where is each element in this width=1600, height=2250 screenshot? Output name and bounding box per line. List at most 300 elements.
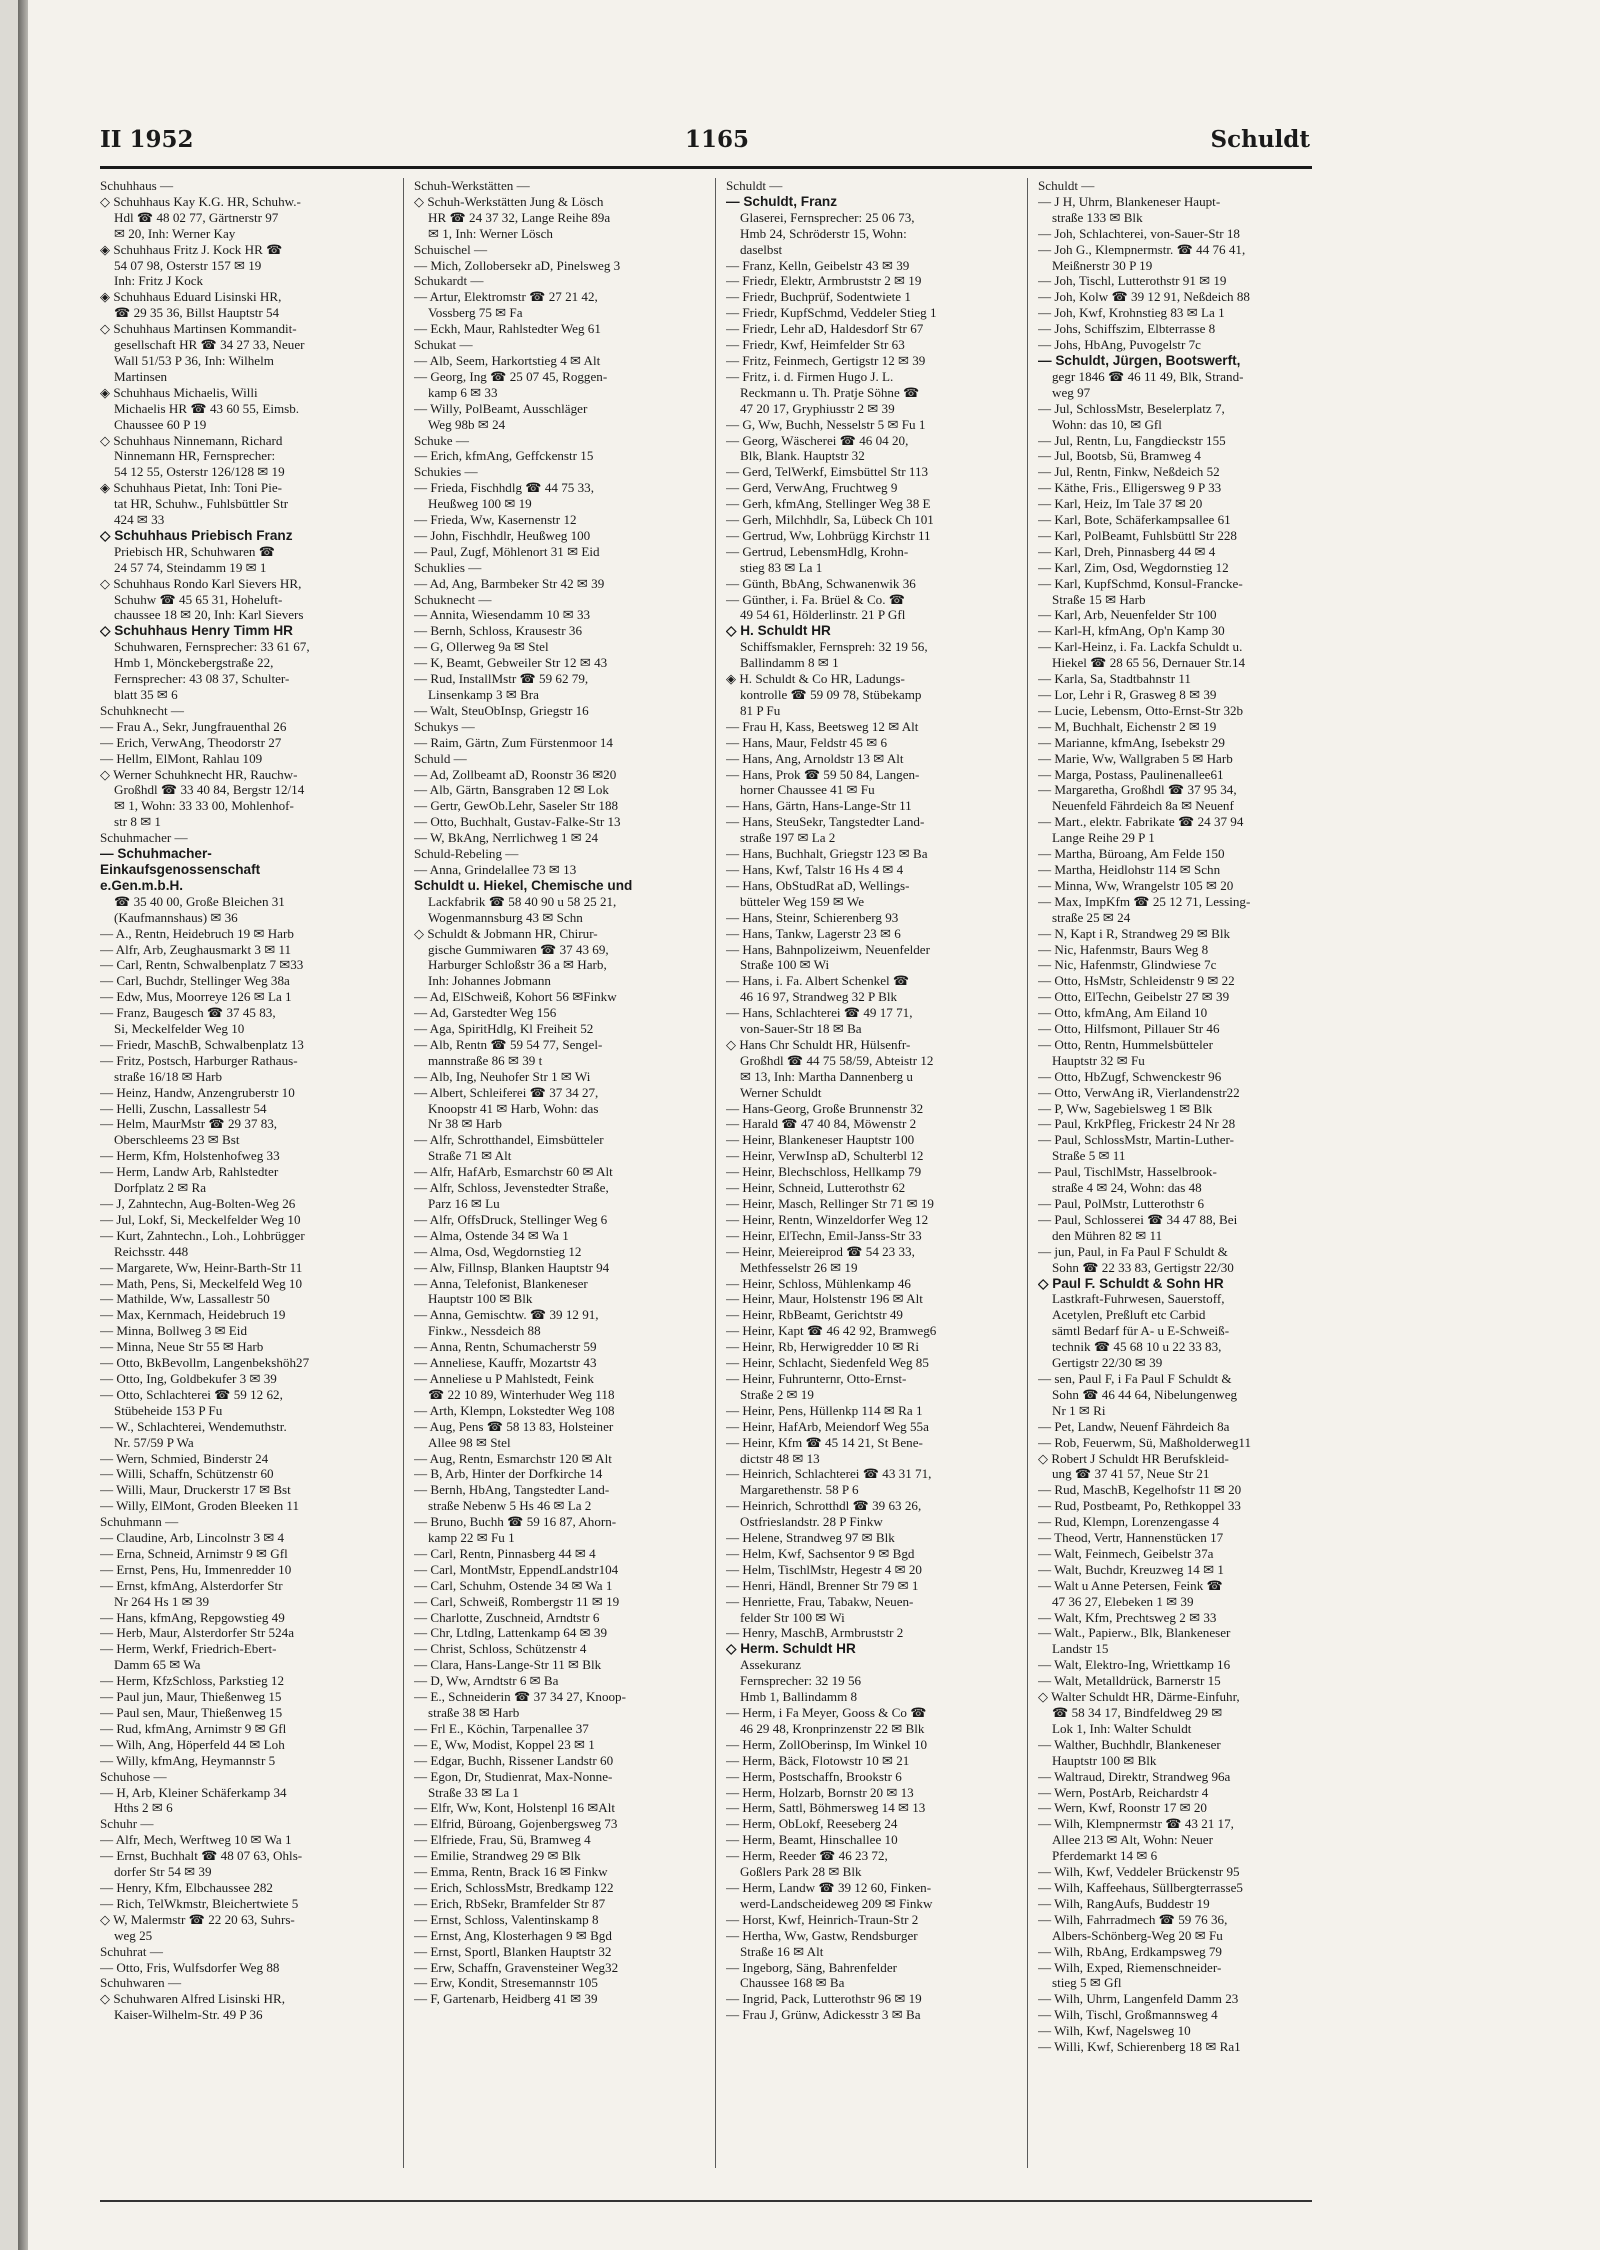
directory-entry: — Heinrich, Schlachterei ☎ 43 31 71, (726, 1466, 932, 1482)
firm-entry: ◇ Paul F. Schuldt & Sohn HR (1038, 1275, 1224, 1291)
directory-entry: — Wilh, Kwf, Veddeler Brückenstr 95 (1038, 1864, 1240, 1880)
directory-entry: — Math, Pens, Si, Meckelfeld Weg 10 (100, 1275, 302, 1291)
surname-heading: Schuh-Werkstätten — (414, 178, 530, 193)
directory-entry: Wohn: das 10, ✉ Gfl (1052, 416, 1162, 432)
directory-entry: ☎ 58 34 17, Bindfeldweg 29 ✉ (1052, 1705, 1223, 1720)
directory-entry: — Marie, Ww, Wallgraben 5 ✉ Harb (1038, 750, 1233, 766)
directory-entry: — Christ, Schloss, Schützenstr 4 (414, 1641, 587, 1657)
directory-entry: Straße 100 ✉ Wi (740, 957, 830, 973)
directory-entry: — Heinr, Schloss, Mühlenkamp 46 (726, 1275, 911, 1291)
directory-entry: ◇ Schuldt & Jobmann HR, Chirur- (414, 925, 598, 941)
directory-entry: — Heinr, Blankeneser Hauptstr 100 (726, 1132, 915, 1148)
directory-entry: — Heinr, HafArb, Meiendorf Weg 55a (726, 1418, 929, 1434)
directory-entry: — Alma, Ostende 34 ✉ Wa 1 (414, 1227, 569, 1243)
directory-entry: — Wilh, Kaffeehaus, Süllbergterrasse5 (1038, 1879, 1243, 1895)
directory-entry: — sen, Paul F, i Fa Paul F Schuldt & (1038, 1370, 1232, 1386)
directory-entry: kontrolle ☎ 59 09 78, Stübekamp (740, 687, 922, 702)
directory-entry: Chaussee 168 ✉ Ba (740, 1975, 845, 1991)
directory-entry: Vossberg 75 ✉ Fa (428, 305, 523, 321)
surname-heading: Schuld — (414, 750, 467, 766)
directory-entry: — Eckh, Maur, Rahlstedter Weg 61 (414, 321, 601, 337)
directory-entry: — Paul, Zugf, Möhlenort 31 ✉ Eid (414, 543, 600, 559)
directory-entry: stieg 83 ✉ La 1 (740, 559, 823, 575)
volume-year: II 1952 (100, 126, 194, 153)
directory-entry: — Walt, Elektro-Ing, Wriettkamp 16 (1038, 1657, 1231, 1673)
firm-entry: e.Gen.m.b.H. (100, 877, 184, 893)
directory-entry: kamp 22 ✉ Fu 1 (428, 1530, 515, 1546)
directory-entry: — Frau H, Kass, Beetsweg 12 ✉ Alt (726, 718, 919, 734)
directory-entry: — Frl E., Köchin, Tarpenallee 37 (414, 1720, 589, 1736)
directory-entry: — Carl, Rentn, Schwalbenplatz 7 ✉33 (100, 957, 304, 973)
directory-entry: Linsenkamp 3 ✉ Bra (428, 687, 539, 702)
directory-entry: — Herm, Beamt, Hinschallee 10 (726, 1832, 898, 1848)
directory-entry: — Erw, Kondit, Stresemannstr 105 (414, 1975, 598, 1991)
directory-entry: — Hans, Prok ☎ 59 50 84, Langen- (726, 766, 920, 782)
directory-entry: — Paul, Schlosserei ☎ 34 47 88, Bei (1038, 1211, 1238, 1227)
directory-entry: — Johs, Schiffszim, Elbterrasse 8 (1038, 321, 1216, 337)
directory-entry: — Carl, Rentn, Pinnasberg 44 ✉ 4 (414, 1545, 596, 1561)
directory-entry: — Wern, Kwf, Roonstr 17 ✉ 20 (1038, 1800, 1207, 1816)
directory-entry: Straße 5 ✉ 11 (1052, 1148, 1126, 1164)
directory-entry: straße 25 ✉ 24 (1052, 909, 1131, 925)
directory-entry: — Heinr, Pens, Hüllenkp 114 ✉ Ra 1 (726, 1402, 923, 1418)
directory-entry: — Hans, Buchhalt, Griegstr 123 ✉ Ba (726, 846, 928, 862)
directory-entry: — Ernst, Pens, Hu, Immenredder 10 (100, 1561, 292, 1577)
directory-entry: — Hans, Gärtn, Hans-Lange-Str 11 (726, 798, 912, 814)
directory-entry: — J, Zahntechn, Aug-Bolten-Weg 26 (100, 1196, 296, 1211)
directory-entry: — Wilh, Fahrradmech ☎ 59 76 36, (1038, 1911, 1228, 1927)
directory-entry: — Jul, SchlossMstr, Beselerplatz 7, (1038, 400, 1225, 416)
directory-entry: — Fritz, Postsch, Harburger Rathaus- (100, 1052, 298, 1068)
directory-entry: — Carl, Buchdr, Stellinger Weg 38a (100, 973, 290, 989)
firm-entry: ◇ Schuhhaus Priebisch Franz (100, 527, 293, 543)
directory-entry: — Marianne, kfmAng, Isebekstr 29 (1038, 734, 1225, 750)
directory-entry: blatt 35 ✉ 6 (114, 687, 178, 702)
directory-entry: — Willi, Kwf, Schierenberg 18 ✉ Ra1 (1038, 2039, 1241, 2055)
directory-entry: Neuenfeld Fährdeich 8a ✉ Neuenf (1052, 798, 1234, 814)
directory-entry: — K, Beamt, Gebweiler Str 12 ✉ 43 (414, 655, 608, 671)
directory-entry: — Alw, Fillnsp, Blanken Hauptstr 94 (414, 1259, 610, 1275)
surname-heading: Schukat — (414, 337, 473, 353)
directory-entry: — Karl-H, kfmAng, Op'n Kamp 30 (1038, 623, 1225, 639)
firm-entry: Schuldt u. Hiekel, Chemische und (414, 877, 633, 893)
directory-entry: — Wilh, Uhrm, Langenfeld Damm 23 (1038, 1991, 1239, 2007)
directory-entry: — Wilh, Kwf, Nagelsweg 10 (1038, 2023, 1191, 2039)
directory-entry: ◇ Werner Schuhknecht HR, Rauchw- (100, 766, 298, 782)
directory-entry: straße 197 ✉ La 2 (740, 830, 836, 846)
directory-entry: chaussee 18 ✉ 20, Inh: Karl Sievers (114, 607, 304, 623)
directory-entry: werd-Landscheideweg 209 ✉ Finkw (740, 1895, 933, 1911)
directory-entry: Acetylen, Preßluft etc Carbid (1052, 1307, 1206, 1323)
directory-entry: dictstr 48 ✉ 13 (740, 1450, 820, 1466)
book-binding-edge (18, 0, 28, 2250)
directory-entry: — Horst, Kwf, Heinrich-Traun-Str 2 (726, 1911, 919, 1927)
directory-entry: 54 07 98, Osterstr 157 ✉ 19 (114, 257, 262, 273)
directory-entry: — Minna, Neue Str 55 ✉ Harb (100, 1339, 264, 1355)
directory-entry: felder Str 100 ✉ Wi (740, 1609, 845, 1625)
directory-entry: Pferdemarkt 14 ✉ 6 (1052, 1848, 1158, 1864)
directory-entry: — E., Schneiderin ☎ 37 34 27, Knoop- (414, 1689, 626, 1705)
directory-entry: — Jul, Bootsb, Sü, Bramweg 4 (1038, 448, 1201, 464)
directory-entry: — P, Ww, Sagebielsweg 1 ✉ Blk (1038, 1100, 1213, 1116)
surname-heading: Schuhrat — (100, 1943, 163, 1959)
directory-entry: von-Sauer-Str 18 ✉ Ba (740, 1021, 862, 1037)
directory-entry: — Alma, Osd, Wegdornstieg 12 (414, 1243, 582, 1259)
directory-entry: straße Nebenw 5 Hs 46 ✉ La 2 (428, 1498, 592, 1514)
directory-entry: — Walther, Buchhdlr, Blankeneser (1038, 1736, 1221, 1752)
directory-entry: — Minna, Bollweg 3 ✉ Eid (100, 1323, 247, 1339)
directory-entry: — Rob, Feuerwm, Sü, Maßholderweg11 (1038, 1434, 1251, 1450)
directory-entry: — Mathilde, Ww, Lassallestr 50 (100, 1291, 270, 1307)
directory-entry: — Karl, PolBeamt, Fuhlsbüttl Str 228 (1038, 527, 1237, 543)
directory-entry: — Mart., elektr. Fabrikate ☎ 24 37 94 (1038, 814, 1244, 830)
directory-entry: — Jul, Lokf, Si, Meckelfelder Weg 10 (100, 1211, 301, 1227)
directory-entry: — Elfriede, Frau, Sü, Bramweg 4 (414, 1832, 591, 1848)
directory-entry: Meißnerstr 30 P 19 (1052, 257, 1153, 273)
directory-entry: str 8 ✉ 1 (114, 814, 161, 830)
directory-entry: Inh: Fritz J Kock (114, 273, 204, 289)
directory-entry: — Bernh, HbAng, Tangstedter Land- (414, 1482, 610, 1498)
directory-entry: — Arth, Klempn, Lokstedter Weg 108 (414, 1402, 615, 1418)
directory-entry: — Hans, Kwf, Talstr 16 Hs 4 ✉ 4 (726, 861, 904, 877)
directory-entry: Ostfrieslandstr. 28 P Finkw (740, 1514, 883, 1530)
directory-entry: — Helli, Zuschn, Lassallestr 54 (100, 1100, 267, 1116)
directory-entry: — Georg, Ing ☎ 25 07 45, Roggen- (414, 368, 608, 384)
directory-entry: — Rud, kfmAng, Arnimstr 9 ✉ Gfl (100, 1720, 287, 1736)
directory-entry: — Ernst, Schloss, Valentinskamp 8 (414, 1911, 599, 1927)
directory-entry: — N, Kapt i R, Strandweg 29 ✉ Blk (1038, 925, 1231, 941)
footer-rule (100, 2200, 1312, 2202)
directory-entry: — Waltraud, Direktr, Strandweg 96a (1038, 1768, 1231, 1784)
column-1 (100, 178, 391, 2198)
directory-entry: Reckmann u. Th. Pratje Söhne ☎ (740, 384, 920, 400)
directory-entry: — Ingeborg, Säng, Bahrenfelder (726, 1959, 898, 1975)
directory-entry: — Joh, Kwf, Krohnstieg 83 ✉ La 1 (1038, 305, 1225, 321)
directory-entry: kamp 6 ✉ 33 (428, 384, 498, 400)
directory-entry: ✉ 13, Inh: Martha Dannenberg u (740, 1068, 913, 1084)
directory-entry: — Anna, Telefonist, Blankeneser (414, 1275, 588, 1291)
directory-entry: — Karl, Arb, Neuenfelder Str 100 (1038, 607, 1217, 623)
directory-entry: — Gertrud, LebensmHdlg, Krohn- (726, 543, 909, 559)
directory-entry: — Otto, HbZugf, Schwenckestr 96 (1038, 1068, 1222, 1084)
directory-entry: 46 29 48, Kronprinzenstr 22 ✉ Blk (740, 1720, 925, 1736)
directory-entry: — Karla, Sa, Stadtbahnstr 11 (1038, 671, 1191, 687)
directory-entry: Nr. 57/59 P Wa (114, 1434, 194, 1450)
directory-entry: — Bernh, Schloss, Krausestr 36 (414, 623, 583, 639)
directory-entry: — Gerd, VerwAng, Fruchtweg 9 (726, 480, 898, 496)
column-2 (414, 178, 705, 2198)
directory-entry: weg 97 (1052, 384, 1091, 400)
directory-entry: — Heinr, Meiereiprod ☎ 54 23 33, (726, 1243, 915, 1259)
firm-entry: — Schuhmacher- (100, 846, 212, 862)
directory-entry: — Ernst, Sportl, Blanken Hauptstr 32 (414, 1943, 612, 1959)
directory-entry: — Hertha, Ww, Gastw, Rendsburger (726, 1927, 918, 1943)
directory-entry: Lastkraft-Fuhrwesen, Sauerstoff, (1052, 1291, 1225, 1307)
directory-entry: — Mich, Zollobersekr aD, Pinelsweg 3 (414, 257, 621, 273)
directory-entry: Hths 2 ✉ 6 (114, 1800, 173, 1816)
surname-heading: Schukardt — (414, 273, 484, 289)
directory-entry: Hauptstr 100 ✉ Blk (1052, 1752, 1157, 1768)
directory-entry: Hauptstr 32 ✉ Fu (1052, 1052, 1145, 1068)
surname-heading: Schuldt — (1038, 178, 1095, 193)
directory-entry: — John, Fischhdlr, Heußweg 100 (414, 527, 591, 543)
directory-entry: — Kurt, Zahntechn., Loh., Lohbrügger (100, 1227, 305, 1243)
directory-entry: — Hans, kfmAng, Repgowstieg 49 (100, 1609, 285, 1625)
directory-entry: Lackfabrik ☎ 58 40 90 u 58 25 21, (428, 893, 617, 909)
directory-entry: Großhdl ☎ 33 40 84, Bergstr 12/14 (114, 782, 305, 798)
directory-entry: — Helm, Kwf, Sachsentor 9 ✉ Bgd (726, 1545, 915, 1561)
directory-entry: — Anneliese, Kauffr, Mozartstr 43 (414, 1355, 597, 1371)
surname-heading: Schuhknecht — (100, 702, 185, 718)
directory-entry: Landstr 15 (1052, 1641, 1109, 1657)
running-header (100, 126, 1310, 158)
column-4 (1038, 178, 1329, 2198)
directory-entry: — M, Buchhalt, Eichenstr 2 ✉ 19 (1038, 718, 1217, 734)
directory-entry: — Wilh, Ang, Höperfeld 44 ✉ Loh (100, 1736, 285, 1752)
directory-entry: 47 36 27, Elebeken 1 ✉ 39 (1052, 1593, 1194, 1609)
surname-heading: Schuhr — (100, 1816, 154, 1832)
directory-entry: ✉ 20, Inh: Werner Kay (114, 225, 236, 241)
directory-entry: — A., Rentn, Heidebruch 19 ✉ Harb (100, 925, 294, 941)
directory-entry: Albers-Schönberg-Weg 20 ✉ Fu (1052, 1927, 1223, 1943)
directory-entry: — Erich, kfmAng, Geffckenstr 15 (414, 448, 594, 464)
surname-heading: Schuhhaus — (100, 178, 174, 193)
directory-entry: — Hans-Georg, Große Brunnenstr 32 (726, 1100, 924, 1116)
directory-entry: Finkw., Nessdeich 88 (428, 1323, 541, 1339)
firm-entry: Einkaufsgenossenschaft (100, 861, 261, 877)
directory-entry: ◈ Schuhhaus Michaelis, Willi (100, 384, 258, 400)
directory-entry: ✉ 1, Inh: Werner Lösch (428, 225, 553, 241)
directory-entry: — Alfr, HafArb, Esmarchstr 60 ✉ Alt (414, 1164, 613, 1180)
directory-entry: — Wern, Schmied, Binderstr 24 (100, 1450, 269, 1466)
directory-entry: — Walt, Buchdr, Kreuzweg 14 ✉ 1 (1038, 1561, 1224, 1577)
directory-entry: — Hellm, ElMont, Rahlau 109 (100, 750, 263, 766)
firm-entry: ◇ H. Schuldt HR (726, 623, 831, 639)
directory-entry: — Friedr, Buchprüf, Sodentwiete 1 (726, 289, 911, 305)
directory-entry: ◇ Schuhhaus Rondo Karl Sievers HR, (100, 575, 302, 591)
directory-entry: Großhdl ☎ 44 75 58/59, Abteistr 12 (740, 1052, 934, 1068)
directory-entry: — Herm, Postschaffn, Brookstr 6 (726, 1768, 902, 1784)
directory-entry: 46 16 97, Strandweg 32 P Blk (740, 989, 898, 1005)
directory-entry: Hmb 1, Mönckebergstraße 22, (114, 655, 274, 671)
directory-entry: — Margarete, Ww, Heinr-Barth-Str 11 (100, 1259, 303, 1275)
directory-entry: — Aug, Pens ☎ 58 13 83, Holsteiner (414, 1418, 614, 1434)
directory-entry: Werner Schuldt (740, 1084, 822, 1100)
directory-entry: — Paul, SchlossMstr, Martin-Luther- (1038, 1132, 1234, 1148)
directory-entry: — Elfrid, Büroang, Gojenbergsweg 73 (414, 1816, 618, 1832)
directory-entry: dorfer Str 54 ✉ 39 (114, 1864, 212, 1880)
directory-entry: — Herm, Werkf, Friedrich-Ebert- (100, 1641, 277, 1657)
directory-entry: — Herm, Holzarb, Bornstr 20 ✉ 13 (726, 1784, 914, 1800)
directory-entry: — Hans, Ang, Arnoldstr 13 ✉ Alt (726, 750, 904, 766)
directory-entry: Assekuranz (740, 1657, 802, 1673)
directory-entry: — Karl, Bote, Schäferkampsallee 61 (1038, 512, 1231, 528)
directory-entry: bütteler Weg 159 ✉ We (740, 893, 865, 909)
directory-entry: gische Gummiwaren ☎ 37 43 69, (428, 941, 609, 957)
surname-heading: Schuhmann — (100, 1514, 179, 1530)
surname-heading: Schuknecht — (414, 591, 492, 607)
directory-entry: ◇ Schuh-Werkstätten Jung & Lösch (414, 193, 604, 209)
directory-entry: — Heinr, Rentn, Winzeldorfer Weg 12 (726, 1211, 929, 1227)
directory-entry: — Heinr, Schlacht, Siedenfeld Weg 85 (726, 1355, 929, 1371)
directory-entry: — Elfr, Ww, Kont, Holstenpl 16 ✉Alt (414, 1800, 616, 1816)
directory-entry: — Joh, Schlachterei, von-Sauer-Str 18 (1038, 225, 1240, 241)
directory-entry: — Martha, Büroang, Am Felde 150 (1038, 846, 1225, 862)
directory-page (18, 0, 1600, 2250)
directory-entry: horner Chaussee 41 ✉ Fu (740, 782, 875, 798)
directory-entry: ☎ 29 35 36, Billst Hauptstr 54 (114, 305, 280, 321)
directory-entry: — Max, Kernmach, Heidebruch 19 (100, 1307, 286, 1323)
directory-entry: — Hans, Maur, Feldstr 45 ✉ 6 (726, 734, 888, 750)
directory-entry: — Heinr, Kfm ☎ 45 14 21, St Bene- (726, 1434, 923, 1450)
firm-entry: ◇ Schuhhaus Henry Timm HR (100, 623, 294, 639)
directory-entry: — Nic, Hafenmstr, Glindwiese 7c (1038, 957, 1217, 973)
directory-entry: — Otto, BkBevollm, Langenbekshöh27 (100, 1355, 310, 1371)
surname-heading: Schuklies — (414, 559, 482, 575)
directory-entry: — Herm, ZollOberinsp, Im Winkel 10 (726, 1736, 928, 1752)
directory-entry: — J H, Uhrm, Blankeneser Haupt- (1038, 193, 1221, 209)
directory-entry: — Herm, i Fa Meyer, Gooss & Co ☎ (726, 1705, 927, 1720)
directory-entry: — Helm, TischlMstr, Hegestr 4 ✉ 20 (726, 1561, 922, 1577)
directory-entry: — Theod, Vertr, Hannenstücken 17 (1038, 1530, 1224, 1546)
directory-entry: — Frau J, Grünw, Adickesstr 3 ✉ Ba (726, 2007, 921, 2023)
directory-entry: — G, Ww, Buchh, Nesselstr 5 ✉ Fu 1 (726, 416, 926, 432)
header-rule (100, 166, 1312, 169)
directory-entry: — Pet, Landw, Neuenf Fährdeich 8a (1038, 1418, 1230, 1434)
directory-entry: — Franz, Kelln, Geibelstr 43 ✉ 39 (726, 257, 910, 273)
directory-entry: ☎ 22 10 89, Winterhuder Weg 118 (428, 1386, 615, 1402)
directory-entry: — B, Arb, Hinter der Dorfkirche 14 (414, 1466, 603, 1482)
directory-entry: — Frau A., Sekr, Jungfrauenthal 26 (100, 718, 287, 734)
directory-entry: HR ☎ 24 37 32, Lange Reihe 89a (428, 209, 611, 225)
directory-entry: — Claudine, Arb, Lincolnstr 3 ✉ 4 (100, 1530, 285, 1546)
directory-entry: Gertigstr 22/30 ✉ 39 (1052, 1355, 1163, 1371)
directory-entry: — Hans, SteuSekr, Tangstedter Land- (726, 814, 925, 830)
directory-entry: (Kaufmannshaus) ✉ 36 (114, 909, 238, 925)
directory-entry: — Otto, Fris, Wulfsdorfer Weg 88 (100, 1959, 280, 1975)
directory-entry: — Joh, Kolw ☎ 39 12 91, Neßdeich 88 (1038, 289, 1250, 305)
directory-entry: 24 57 74, Steindamm 19 ✉ 1 (114, 559, 267, 575)
directory-entry: Wogenmannsburg 43 ✉ Schn (428, 909, 583, 925)
directory-entry: — Alfr, OffsDruck, Stellinger Weg 6 (414, 1211, 608, 1227)
directory-entry: — Heinr, Schneid, Lutterothstr 62 (726, 1180, 906, 1196)
directory-entry: — Carl, MontMstr, EppendLandstr104 (414, 1561, 619, 1577)
directory-entry: — Wilh, Exped, Riemenschneider- (1038, 1959, 1222, 1975)
directory-entry: Glaserei, Fernsprecher: 25 06 73, (740, 209, 915, 225)
directory-entry: 81 P Fu (740, 702, 781, 718)
directory-entry: — Emma, Rentn, Brack 16 ✉ Finkw (414, 1864, 608, 1880)
directory-entry: Reichsstr. 448 (114, 1243, 189, 1259)
directory-entry: ◇ W, Malermstr ☎ 22 20 63, Suhrs- (100, 1911, 295, 1927)
directory-entry: — Willi, Maur, Druckerstr 17 ✉ Bst (100, 1482, 291, 1498)
directory-entry: — D, Ww, Arndtstr 6 ✉ Ba (414, 1673, 559, 1689)
directory-entry: — Annita, Wiesendamm 10 ✉ 33 (414, 607, 591, 623)
directory-entry: — Johs, HbAng, Puvogelstr 7c (1038, 337, 1201, 353)
directory-entry: — Willy, ElMont, Groden Bleeken 11 (100, 1498, 300, 1514)
directory-entry: — Joh, Tischl, Lutterothstr 91 ✉ 19 (1038, 273, 1227, 289)
directory-entry: — Otto, Schlachterei ☎ 59 12 62, (100, 1386, 283, 1402)
directory-entry: Weg 98b ✉ 24 (428, 416, 506, 432)
directory-entry: Schuhwaren, Fernsprecher: 33 61 67, (114, 639, 310, 655)
directory-entry: ◇ Hans Chr Schuldt HR, Hülsenfr- (726, 1036, 911, 1052)
directory-entry: — Friedr, Kwf, Heimfelder Str 63 (726, 337, 905, 353)
directory-entry: — Nic, Hafenmstr, Baurs Weg 8 (1038, 941, 1209, 957)
directory-entry: — Helm, MaurMstr ☎ 29 37 83, (100, 1116, 278, 1132)
directory-entry: Straße 71 ✉ Alt (428, 1148, 512, 1164)
directory-entry: — Lucie, Lebensm, Otto-Ernst-Str 32b (1038, 702, 1244, 718)
directory-entry: ◈ H. Schuldt & Co HR, Ladungs- (726, 671, 905, 687)
directory-entry: — Heinr, Masch, Rellinger Str 71 ✉ 19 (726, 1196, 934, 1211)
directory-entry: — Erich, VerwAng, Theodorstr 27 (100, 734, 282, 750)
directory-entry: — Rud, Klempn, Lorenzengasse 4 (1038, 1514, 1220, 1530)
directory-entry: — Raim, Gärtn, Zum Fürstenmoor 14 (414, 734, 613, 750)
directory-entry: — Otto, Rentn, Hummelsbütteler (1038, 1036, 1213, 1052)
directory-entry: — Walt, SteuObInsp, Griegstr 16 (414, 702, 589, 718)
directory-entry: — Alfr, Arb, Zeughausmarkt 3 ✉ 11 (100, 941, 292, 957)
directory-entry: — Henry, MaschB, Armbruststr 2 (726, 1625, 904, 1641)
directory-entry: — Alfr, Schloss, Jevenstedter Straße, (414, 1180, 609, 1196)
directory-entry: — Joh G., Klempnermstr. ☎ 44 76 41, (1038, 241, 1246, 257)
directory-entry: — Fritz, i. d. Firmen Hugo J. L. (726, 368, 894, 384)
directory-entry: — Alfr, Mech, Werftweg 10 ✉ Wa 1 (100, 1832, 292, 1848)
directory-entry: — Herm, ObLokf, Reeseberg 24 (726, 1816, 898, 1832)
surname-heading: Schuhmacher — (100, 830, 188, 846)
directory-entry: — H, Arb, Kleiner Schäferkamp 34 (100, 1784, 287, 1800)
directory-entry: Allee 213 ✉ Alt, Wohn: Neuer (1052, 1832, 1213, 1848)
directory-entry: — Friedr, KupfSchmd, Veddeler Stieg 1 (726, 305, 937, 321)
surname-heading: Schukies — (414, 464, 478, 480)
directory-entry: Inh: Johannes Jobmann (428, 973, 551, 989)
directory-entry: Heußweg 100 ✉ 19 (428, 496, 532, 512)
directory-entry: — Herm, Landw Arb, Rahlstedter (100, 1164, 279, 1180)
directory-entry: — Ernst, Ang, Klosterhagen 9 ✉ Bgd (414, 1927, 612, 1943)
directory-entry: Hmb 24, Schröderstr 15, Wohn: (740, 225, 907, 241)
directory-entry: Parz 16 ✉ Lu (428, 1196, 500, 1211)
directory-entry: straße 4 ✉ 24, Wohn: das 48 (1052, 1180, 1202, 1196)
directory-entry: — Carl, Schuhm, Ostende 34 ✉ Wa 1 (414, 1577, 613, 1593)
surname-heading: Schuke — (414, 432, 469, 448)
directory-entry: — Herm, KfzSchloss, Parkstieg 12 (100, 1673, 285, 1689)
directory-entry: — Ingrid, Pack, Lutterothstr 96 ✉ 19 (726, 1991, 922, 2007)
directory-entry: — Anna, Grindelallee 73 ✉ 13 (414, 861, 577, 877)
directory-entry: — Herm, Sattl, Böhmersweg 14 ✉ 13 (726, 1800, 926, 1816)
directory-entry: — Lor, Lehr i R, Grasweg 8 ✉ 39 (1038, 687, 1217, 702)
directory-entry: — Friedr, Lehr aD, Haldesdorf Str 67 (726, 321, 924, 337)
directory-entry: Nr 264 Hs 1 ✉ 39 (114, 1593, 209, 1609)
directory-entry: — Edw, Mus, Moorreye 126 ✉ La 1 (100, 989, 292, 1005)
directory-entry: Si, Meckelfelder Weg 10 (114, 1021, 245, 1037)
directory-entry: — Paul sen, Maur, Thießenweg 15 (100, 1705, 283, 1720)
directory-entry: — Hans, Schlachterei ☎ 49 17 71, (726, 1005, 913, 1021)
directory-entry: — Otto, VerwAng iR, Vierlandenstr22 (1038, 1084, 1240, 1100)
directory-entry: gesellschaft HR ☎ 34 27 33, Neuer (114, 337, 305, 353)
directory-entry: Methfesselstr 26 ✉ 19 (740, 1259, 858, 1275)
directory-entry: — Jul, Rentn, Lu, Fangdieckstr 155 (1038, 432, 1226, 448)
directory-entry: Ballindamm 8 ✉ 1 (740, 655, 839, 671)
directory-entry: — Heinr, RbBeamt, Gerichtstr 49 (726, 1307, 903, 1323)
directory-entry: Hmb 1, Ballindamm 8 (740, 1689, 858, 1705)
directory-entry: ◈ Schuhhaus Fritz J. Kock HR ☎ (100, 241, 283, 257)
directory-entry: Fernsprecher: 32 19 56 (740, 1673, 862, 1689)
directory-entry: — Chr, Ltdlng, Lattenkamp 64 ✉ 39 (414, 1625, 608, 1641)
directory-entry: — Artur, Elektromstr ☎ 27 21 42, (414, 289, 598, 305)
directory-entry: Straße 33 ✉ La 1 (428, 1784, 519, 1800)
directory-entry: weg 25 (114, 1927, 153, 1943)
directory-entry: Oberschleems 23 ✉ Bst (114, 1132, 240, 1148)
column-divider (403, 178, 404, 2168)
surname-heading: Schukys — (414, 718, 475, 734)
directory-entry: straße 133 ✉ Blk (1052, 209, 1143, 225)
